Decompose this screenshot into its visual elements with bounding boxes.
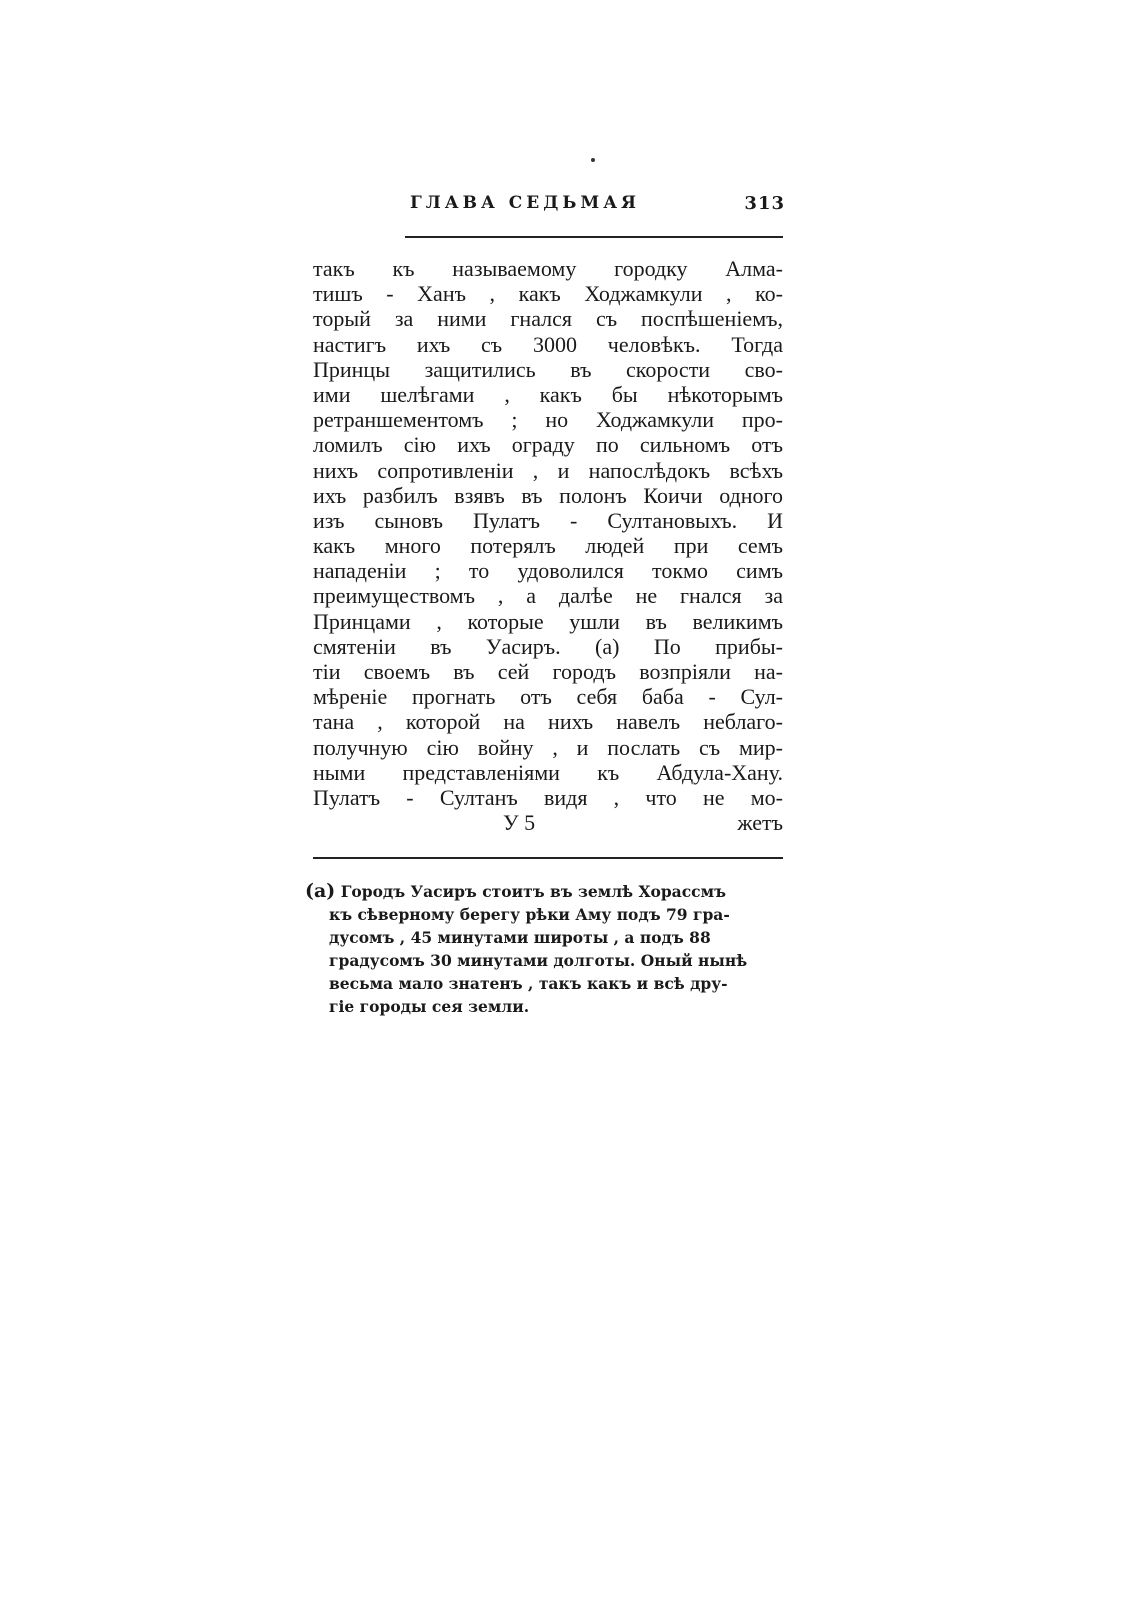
text-line: изъ сыновъ Пулатъ - Султановыхъ. И [313, 507, 783, 533]
text-line: получную сiю войну , и послать съ мир- [313, 734, 783, 760]
text-line: какъ много потерялъ людей при семъ [313, 533, 783, 559]
footnote-text: Городъ Уасиръ стоитъ въ землѣ Хорассмъ [340, 882, 726, 901]
text-line: такъ къ называемому городку Алма- [313, 256, 783, 281]
text-line: ими шелѣгами , какъ бы нѣкоторымъ [313, 381, 783, 407]
footnote-line: дусомъ , 45 минутами широты , а подъ 88 [329, 928, 711, 947]
main-text [313, 256, 783, 835]
text-line: смятенiи въ Уасиръ. (a) По прибы- [313, 633, 783, 659]
page-header [405, 193, 785, 221]
text-line: Пулатъ - Султанъ видя , что не мо- [313, 784, 783, 810]
text-line: ретраншементомъ ; но Ходжамкули про- [313, 407, 783, 433]
text-line: мѣренiе прогнать отъ себя баба - Сул- [313, 684, 783, 710]
header-rule [405, 236, 783, 238]
footnote-line: градусомъ 30 минутами долготы. Оный нынѣ [329, 951, 748, 970]
footnote-line: гiе городы сея земли. [329, 997, 530, 1016]
catchword: жетъ [737, 810, 783, 836]
footnote-line: весьма мало знатенъ , такъ какъ и всѣ дру- [329, 974, 728, 993]
footnote-line [305, 880, 785, 903]
text-line: тишъ - Ханъ , какъ Ходжамкули , ко- [313, 281, 783, 307]
ink-speck [591, 158, 595, 162]
signature-line [313, 810, 783, 835]
text-line: ихъ разбилъ взявъ въ полонъ Коичи одного [313, 482, 783, 508]
running-title: ГЛАВА СЕДЬМАЯ [410, 193, 641, 213]
text-line: преимуществомъ , а далѣе не гнался за [313, 583, 783, 609]
footnote [305, 880, 785, 1018]
text-line: тiи своемъ въ сей городъ возпрiяли на- [313, 659, 783, 684]
text-line: тана , которой на нихъ навелъ неблаго- [313, 709, 783, 735]
text-line: нихъ сопротивленiи , и напослѣдокъ всѣхъ [313, 457, 783, 483]
text-line: торый за ними гнался съ поспѣшенiемъ, [313, 306, 783, 332]
text-line: ными представленiями къ Абдула-Хану. [313, 759, 783, 785]
page-number: 313 [744, 193, 785, 214]
text-line: Принцами , которые ушли въ великимъ [313, 608, 783, 634]
text-line: настигъ ихъ съ 3000 человѣкъ. Тогда [313, 331, 783, 357]
footnote-marker: (a) [305, 880, 336, 902]
text-line: Принцы защитились въ скорости сво- [313, 356, 783, 382]
text-line: ломилъ сiю ихъ ограду по сильномъ отъ [313, 432, 783, 458]
text-line: нападенiи ; то удоволился токмо симъ [313, 558, 783, 584]
footnote-rule [313, 857, 783, 859]
footnote-line: къ сѣверному берегу рѣки Аму подъ 79 гра- [329, 905, 730, 924]
signature-mark: У 5 [503, 810, 536, 836]
